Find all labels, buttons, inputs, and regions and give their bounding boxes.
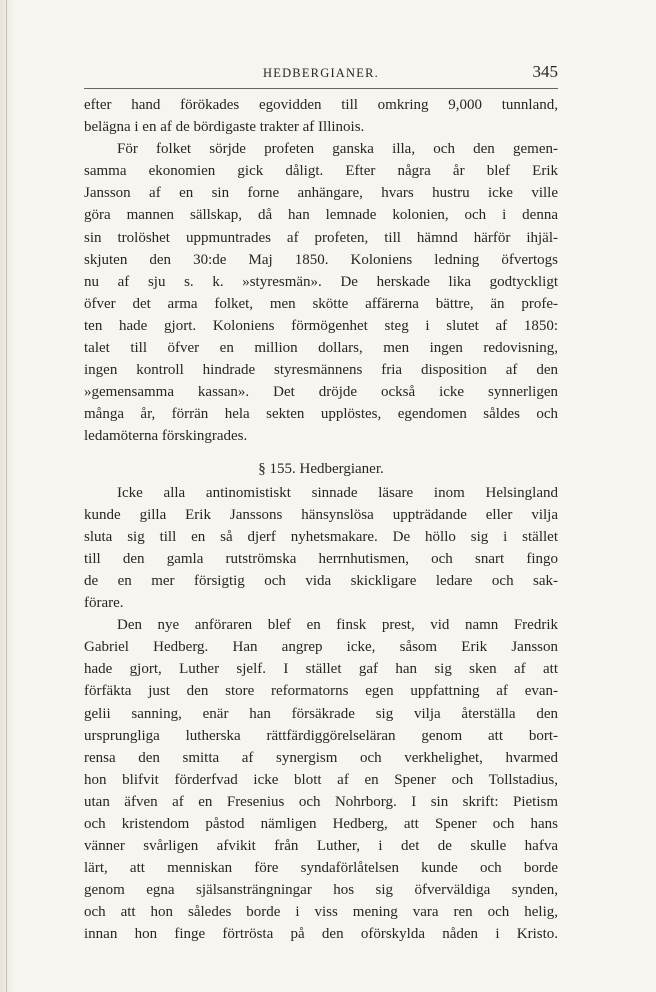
text-line: förfäkta just den store reformatorns egen uppfattning af evan-: [84, 683, 558, 700]
text-line: gelii sanning, enär han försäkrade sig vilja återställa den: [84, 705, 558, 722]
text-line: Gabriel Hedberg. Han angrep icke, såsom Erik Jansson: [84, 639, 558, 656]
page-binding-line: [6, 0, 7, 992]
text-line: ledamöterna förskingrades.: [84, 428, 248, 445]
text-line: ingen kontroll hindrade styresmännens fria disposition af den: [84, 362, 558, 379]
page-binding-edge: [0, 0, 14, 992]
text-line: Den nye anföraren blef en finsk prest, vid namn Fredrik: [117, 617, 558, 634]
text-line: hon blifvit förderfvad icke blott af en Spener och Tollstadius,: [84, 771, 558, 788]
text-line: öfver det arma folket, men skötte affärerna bättre, än profe-: [84, 295, 558, 312]
text-line: och kristendom påstod nämligen Hedberg, att Spener och hans: [84, 816, 558, 832]
text-line: många år, förrän hela sekten upplöstes, egendomen såldes och: [84, 406, 558, 423]
text-line: de en mer försigtig och vida skickligare ledare och sak-: [84, 572, 558, 589]
text-line: rensa den smitta af synergism och verkhelighet, hvarmed: [84, 749, 558, 766]
section-heading: § 155. Hedbergianer.: [258, 460, 384, 477]
text-line: sluta sig till en så djerf nyhetsmakare. De höllo sig i stället: [84, 528, 558, 545]
text-line: ten hade gjort. Koloniens förmögenhet steg i slutet af 1850:: [84, 317, 558, 334]
text-line: samma ekonomien gick dåligt. Efter några år blef Erik: [84, 163, 558, 180]
text-line: och att hon således borde i viss mening vara ren och helig,: [84, 904, 558, 921]
text-line: genom egna själsansträngningar hos sig öfverväldiga synden,: [84, 882, 558, 899]
text-line: skjuten den 30:de Maj 1850. Koloniens ledning öfvertogs: [84, 251, 558, 268]
text-line: vänner svårligen afvikit från Luther, i det de skulle hafva: [84, 838, 558, 855]
text-line: ursprungliga lutherska rättfärdiggörelseläran genom att bort-: [84, 727, 558, 744]
text-line: belägna i en af de bördigaste trakter af Illinois.: [84, 119, 365, 136]
text-line: till den gamla rutströmska herrnhutismen, och snart fingo: [84, 550, 558, 567]
text-line: talet till öfver en million dollars, men ingen redovisning,: [84, 340, 558, 357]
running-head: HEDBERGIANER.: [263, 66, 379, 80]
text-line: Jansson af en sin forne anhängare, hvars hustru icke ville: [84, 185, 558, 202]
text-line: innan hon finge förtrösta på den oförskylda nåden i Kristo.: [84, 926, 558, 943]
page-header: [84, 62, 558, 82]
text-line: För folket sörjde profeten ganska illa, och den gemen-: [117, 141, 558, 158]
text-line: »gemensamma kassan». Det dröjde också icke synnerligen: [84, 384, 558, 401]
section-gap: [84, 448, 558, 458]
text-line: hade gjort, Luther sjelf. I stället gaf han sig sken af att: [84, 661, 558, 678]
header-rule: [84, 88, 558, 89]
text-line: Icke alla antinomistiskt sinnade läsare inom Helsingland: [117, 484, 558, 501]
text-line: lärt, att menniskan före syndaförlåtelsen kunde och borde: [84, 860, 558, 877]
text-line: sin trolöshet uppmuntrades af profeten, till hämnd härför ihjäl-: [84, 229, 558, 246]
page-number: 345: [532, 62, 558, 81]
text-line: nu af sju s. k. »styresmän». De herskade lika godtyckligt: [84, 273, 558, 290]
text-line: efter hand förökades egovidden till omkring 9,000 tunnland,: [84, 97, 558, 113]
text-line: utan äfven af en Fresenius och Nohrborg. I sin skrift: Pietism: [84, 793, 558, 810]
text-line: förare.: [84, 595, 124, 612]
text-line: kunde gilla Erik Janssons hänsynslösa uppträdande eller vilja: [84, 506, 558, 523]
body-text: [84, 94, 558, 946]
text-line: göra mannen sällskap, då han lemnade kolonien, och i denna: [84, 207, 558, 224]
